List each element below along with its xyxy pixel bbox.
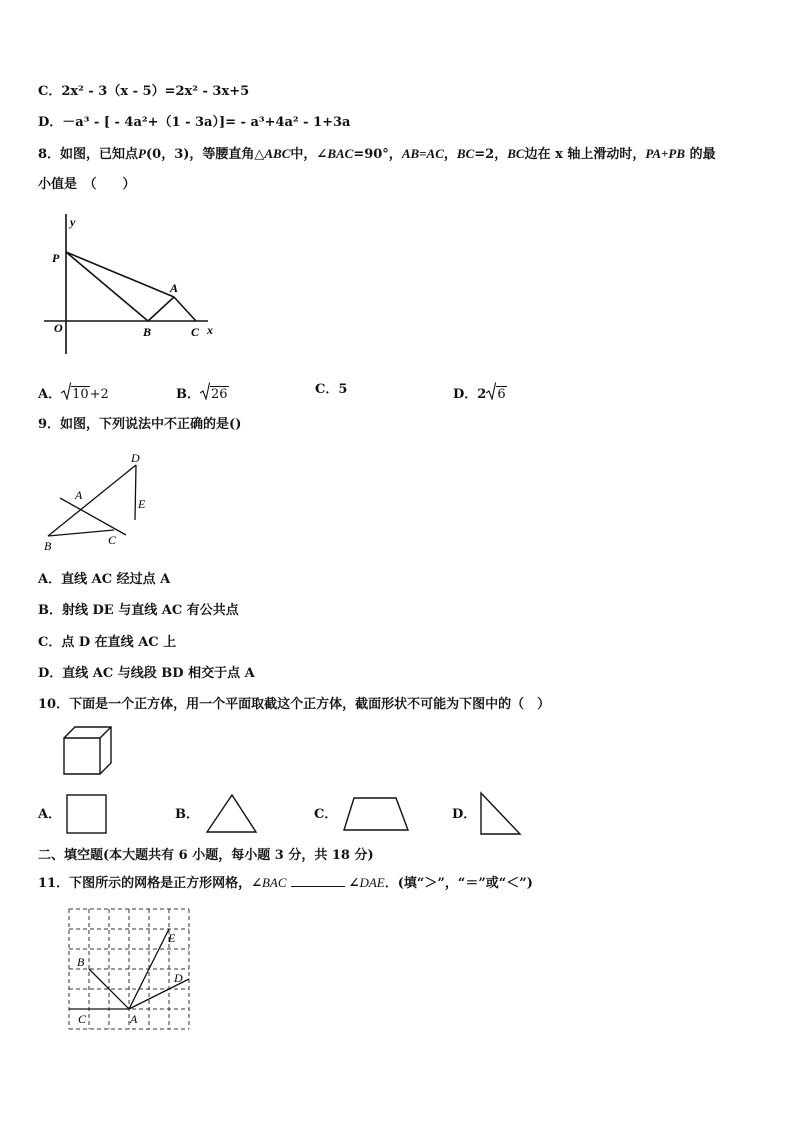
q10-option-d-label: D． [452, 807, 477, 822]
q8-text: =2， [474, 147, 508, 162]
q9-option-d: D．直线 AC 与线段 BD 相交于点 A [38, 666, 255, 681]
q8-option-c: C．5 [315, 382, 348, 397]
q8-figure [40, 210, 230, 360]
q10-stem: 10．下面是一个正方体，用一个平面取截这个正方体，截面形状不可能为下图中的（ ） [38, 697, 551, 712]
label-b: B [44, 539, 52, 553]
q9-option-a: A．直线 AC 经过点 A [38, 572, 171, 587]
label-x: x [207, 323, 213, 337]
label-c: C [191, 325, 200, 339]
q10-option-c-label: C． [314, 807, 338, 822]
label-a: A [75, 488, 83, 502]
section-title: 二、填空题(本大题共有 6 小题，每小题 3 分，共 18 分) [38, 848, 374, 863]
answer-blank[interactable] [291, 874, 345, 887]
q9-option-c: C．点 D 在直线 AC 上 [38, 635, 177, 650]
q8-stem-line2: 小值是 （ ） [38, 177, 136, 192]
option-label: B． [176, 387, 200, 402]
q11-text: 11．下图所示的网格是正方形网格，∠ [38, 876, 262, 891]
q7-option-d: D．－a³ - [ - 4a²+（1 - 3a）]= - a³+4a² - 1+3a [38, 115, 351, 130]
q8-text: =90°， [353, 147, 402, 162]
radicand: 10 [72, 387, 89, 402]
q9-figure [38, 448, 168, 556]
segment-pb [66, 252, 148, 321]
square-shape [64, 792, 110, 836]
q11-stem [38, 874, 533, 892]
label-o: O [54, 321, 63, 335]
q8-triangle-name: ABC [264, 146, 291, 161]
q11-grid-figure [66, 906, 194, 1032]
q8-text: 的最 [685, 147, 716, 162]
label-d: D [131, 451, 140, 465]
option-label: D．2 [453, 387, 487, 402]
q8-stem-line1 [38, 146, 716, 163]
q10-option-a-label: A． [38, 807, 62, 822]
q9-stem: 9．如图，下列说法中不正确的是() [38, 417, 242, 432]
q11-text: ．(填“＞”，“＝”或“＜”) [384, 876, 533, 891]
label-a: A [130, 1012, 138, 1026]
option-tail: +2 [89, 387, 109, 402]
sqrt-icon [61, 382, 71, 400]
option-label: A． [38, 387, 62, 402]
label-a: A [170, 281, 179, 295]
q8-bc: BC [507, 146, 525, 161]
q8-option-b [176, 382, 229, 405]
radicand: 26 [211, 387, 228, 402]
line-ac [60, 498, 126, 535]
q8-pa-pb: PA+PB [645, 146, 686, 161]
trapezoid-shape [340, 792, 412, 836]
q7-option-c: C．2x² - 3（x - 5）=2x² - 3x+5 [38, 84, 250, 99]
q8-option-a [38, 382, 109, 405]
q9-option-b: B．射线 DE 与直线 AC 有公共点 [38, 603, 239, 618]
q8-angle-name: BAC [327, 146, 354, 161]
q8-text: (0，3)，等腰直角△ [146, 147, 265, 162]
segment-ac [174, 297, 196, 321]
segment-ba [148, 297, 174, 321]
cube-figure [58, 724, 116, 778]
q8-text: 边在 x 轴上滑动时， [524, 147, 646, 162]
triangle-shape [202, 792, 260, 836]
q8-text: 8．如图，已知点 [38, 147, 139, 162]
sqrt-icon [486, 382, 496, 400]
q8-text: ， [443, 147, 457, 162]
right-triangle-shape [476, 790, 524, 838]
q8-option-d [453, 382, 507, 405]
q8-point-p: P [138, 146, 146, 161]
label-p: P [52, 251, 60, 265]
segment-pa [66, 252, 174, 297]
q10-option-b-label: B． [175, 807, 199, 822]
ray-de [135, 465, 136, 520]
label-y: y [70, 215, 76, 229]
q8-bc: BC [456, 146, 475, 161]
label-b: B [77, 955, 85, 969]
sqrt-icon [200, 382, 210, 400]
q11-angle-bac: BAC [261, 875, 287, 890]
label-e: E [138, 497, 146, 511]
q8-ab-ac: AB=AC [401, 146, 444, 161]
label-d: D [174, 971, 183, 985]
label-c: C [78, 1012, 87, 1026]
q11-angle-dae: DAE [359, 875, 385, 890]
label-e: E [168, 931, 176, 945]
radicand: 6 [497, 387, 506, 402]
label-c: C [108, 533, 117, 547]
q11-text: ∠ [348, 876, 360, 891]
segment-bd [48, 465, 136, 536]
q8-text: 中，∠ [290, 147, 328, 162]
label-b: B [143, 325, 152, 339]
segment-bc [48, 530, 114, 536]
